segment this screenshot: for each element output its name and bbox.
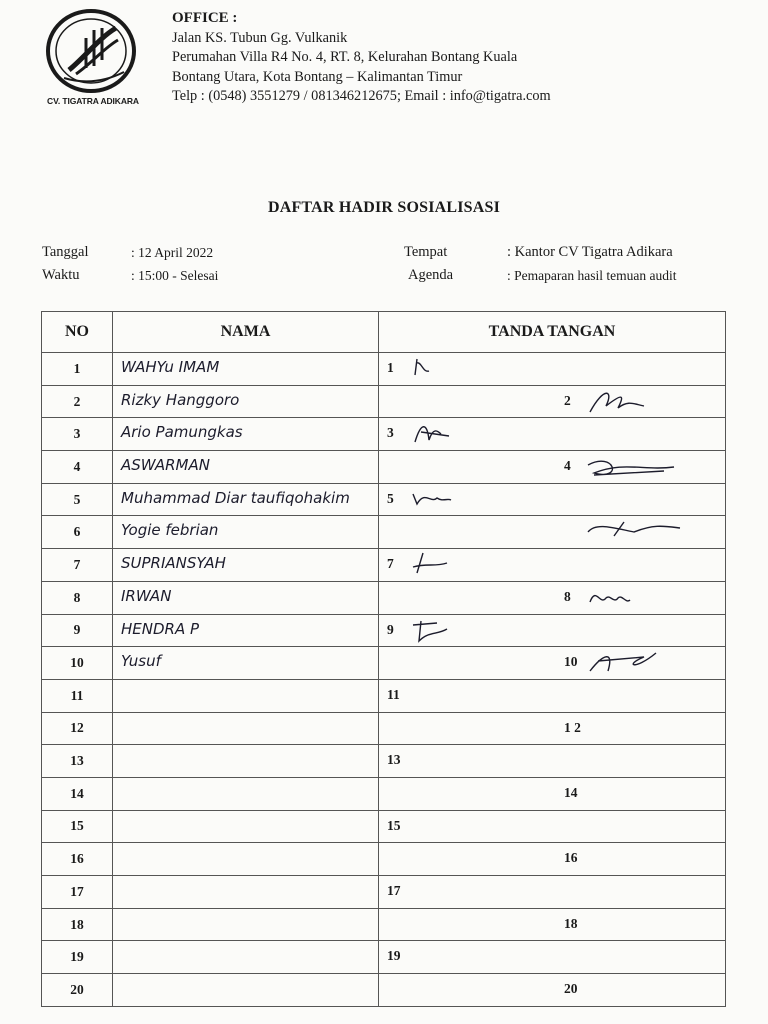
name-cell xyxy=(113,810,379,843)
row-number: 20 xyxy=(42,974,113,1007)
table-row xyxy=(42,647,726,680)
signature-cell xyxy=(379,843,726,876)
attendee-name: Yogie febrian xyxy=(121,521,219,540)
table-row xyxy=(42,418,726,451)
attendance-table xyxy=(41,311,726,1007)
signature-cell xyxy=(379,614,726,647)
address-line: Perumahan Villa R4 No. 4, RT. 8, Kelurahan Bontang Kuala xyxy=(172,49,518,65)
signature-number: 10 xyxy=(564,654,578,670)
signature-number: 5 xyxy=(387,490,394,506)
attendee-name: SUPRIANSYAH xyxy=(121,554,226,573)
signature-number: 15 xyxy=(387,817,401,833)
tanggal-label: Tanggal xyxy=(42,244,89,260)
signature-number: 14 xyxy=(564,784,578,800)
signature-number: 1 xyxy=(387,360,394,375)
signature-number: 8 xyxy=(564,588,571,604)
document-title: DAFTAR HADIR SOSIALISASI xyxy=(267,199,501,216)
row-number: 4 xyxy=(42,451,113,484)
signature-cell xyxy=(379,810,726,843)
name-cell xyxy=(113,908,379,941)
header-nama: NAMA xyxy=(113,312,379,353)
name-cell xyxy=(113,614,379,647)
handwritten-signature xyxy=(584,516,684,546)
table-header-row xyxy=(42,312,726,353)
table-row xyxy=(42,777,726,810)
signature-cell xyxy=(379,353,726,386)
signature-number: 19 xyxy=(387,948,401,964)
signature-cell xyxy=(379,974,726,1007)
table-row xyxy=(42,810,726,843)
signature-number: 17 xyxy=(387,883,401,898)
signature-number: 16 xyxy=(564,850,578,866)
table-row xyxy=(42,353,726,386)
table-row xyxy=(42,385,726,418)
signature-cell xyxy=(379,516,726,549)
signature-number: 1 2 xyxy=(564,719,581,735)
handwritten-signature xyxy=(584,582,684,612)
logo-emblem-icon xyxy=(44,8,140,94)
signature-cell xyxy=(379,712,726,745)
table-row xyxy=(42,516,726,549)
header-tanda-tangan: TANDA TANGAN xyxy=(379,312,726,353)
signature-cell xyxy=(379,777,726,810)
row-number: 15 xyxy=(42,810,113,843)
name-cell xyxy=(113,581,379,614)
table-row xyxy=(42,451,726,484)
table-row xyxy=(42,581,726,614)
signature-cell xyxy=(379,647,726,680)
signature-number: 13 xyxy=(387,752,401,768)
row-number: 13 xyxy=(42,745,113,778)
signature-cell xyxy=(379,581,726,614)
signature-number: 7 xyxy=(387,556,394,572)
row-number: 7 xyxy=(42,549,113,582)
name-cell xyxy=(113,941,379,974)
attendee-name: HENDRA P xyxy=(121,619,200,638)
table-row xyxy=(42,908,726,941)
attendee-name: ASWARMAN xyxy=(121,456,210,475)
tempat-label: Tempat xyxy=(404,244,448,260)
attendee-name: WAHYu IMAM xyxy=(121,358,220,376)
signature-number: 11 xyxy=(387,686,400,702)
attendee-name: Rizky Hanggoro xyxy=(121,390,240,409)
table-row xyxy=(42,876,726,909)
name-cell xyxy=(113,549,379,582)
name-cell xyxy=(113,876,379,909)
tempat-value: : Kantor CV Tigatra Adikara xyxy=(507,244,673,260)
tanggal-value: : 12 April 2022 xyxy=(131,245,214,260)
table-row xyxy=(42,941,726,974)
attendee-name: Muhammad Diar taufiqohakim xyxy=(121,488,350,507)
name-cell xyxy=(113,679,379,712)
row-number: 10 xyxy=(42,647,113,680)
row-number: 2 xyxy=(42,385,113,418)
row-number: 6 xyxy=(42,516,113,549)
signature-number: 20 xyxy=(564,981,578,997)
name-cell xyxy=(113,385,379,418)
row-number: 5 xyxy=(42,483,113,516)
attendee-name: Ario Pamungkas xyxy=(121,423,243,442)
handwritten-signature xyxy=(407,418,507,448)
signature-number: 18 xyxy=(564,915,578,931)
row-number: 8 xyxy=(42,581,113,614)
handwritten-signature xyxy=(584,647,684,677)
name-cell xyxy=(113,353,379,386)
office-heading: OFFICE : xyxy=(172,10,238,26)
name-cell xyxy=(113,712,379,745)
signature-number: 9 xyxy=(387,621,394,637)
signature-cell xyxy=(379,451,726,484)
name-cell xyxy=(113,745,379,778)
address-line: Jalan KS. Tubun Gg. Vulkanik xyxy=(172,29,348,46)
office-address-block xyxy=(172,9,551,107)
table-row xyxy=(42,549,726,582)
table-row xyxy=(42,712,726,745)
name-cell xyxy=(113,647,379,680)
signature-number: 2 xyxy=(564,392,571,408)
handwritten-signature xyxy=(407,549,507,579)
logo-company-name: CV. TIGATRA ADIKARA xyxy=(47,96,139,106)
header-no: NO xyxy=(42,312,113,353)
table-row xyxy=(42,843,726,876)
row-number: 9 xyxy=(42,614,113,647)
attendance-rows xyxy=(42,353,726,1007)
signature-cell xyxy=(379,876,726,909)
signature-cell xyxy=(379,483,726,516)
row-number: 3 xyxy=(42,418,113,451)
address-line: Bontang Utara, Kota Bontang – Kalimantan Timur xyxy=(172,68,463,85)
signature-cell xyxy=(379,745,726,778)
name-cell xyxy=(113,451,379,484)
row-number: 11 xyxy=(42,679,113,712)
table-row xyxy=(42,679,726,712)
waktu-value: : 15:00 - Selesai xyxy=(131,268,219,283)
signature-cell xyxy=(379,549,726,582)
signature-cell xyxy=(379,385,726,418)
row-number: 14 xyxy=(42,777,113,810)
row-number: 17 xyxy=(42,876,113,909)
name-cell xyxy=(113,516,379,549)
handwritten-signature xyxy=(407,615,507,645)
signature-cell xyxy=(379,941,726,974)
table-row xyxy=(42,614,726,647)
table-row xyxy=(42,974,726,1007)
handwritten-signature xyxy=(584,451,684,481)
handwritten-signature xyxy=(407,353,507,383)
name-cell xyxy=(113,843,379,876)
waktu-label: Waktu xyxy=(42,267,80,283)
handwritten-signature xyxy=(584,386,684,416)
signature-cell xyxy=(379,908,726,941)
handwritten-signature xyxy=(407,484,507,514)
contact-line: Telp : (0548) 3551279 / 081346212675; Email : info@tigatra.com xyxy=(172,88,551,104)
row-number: 12 xyxy=(42,712,113,745)
name-cell xyxy=(113,418,379,451)
company-logo xyxy=(38,8,148,112)
name-cell xyxy=(113,483,379,516)
row-number: 16 xyxy=(42,843,113,876)
name-cell xyxy=(113,777,379,810)
signature-number: 4 xyxy=(564,458,571,474)
table-row xyxy=(42,745,726,778)
row-number: 19 xyxy=(42,941,113,974)
row-number: 1 xyxy=(42,353,113,386)
agenda-label: Agenda xyxy=(408,267,454,283)
attendee-name: IRWAN xyxy=(121,586,172,605)
name-cell xyxy=(113,974,379,1007)
signature-number: 3 xyxy=(387,425,394,441)
agenda-value: : Pemaparan hasil temuan audit xyxy=(507,268,677,283)
signature-cell xyxy=(379,679,726,712)
signature-cell xyxy=(379,418,726,451)
table-row xyxy=(42,483,726,516)
row-number: 18 xyxy=(42,908,113,941)
attendee-name: Yusuf xyxy=(121,652,161,671)
